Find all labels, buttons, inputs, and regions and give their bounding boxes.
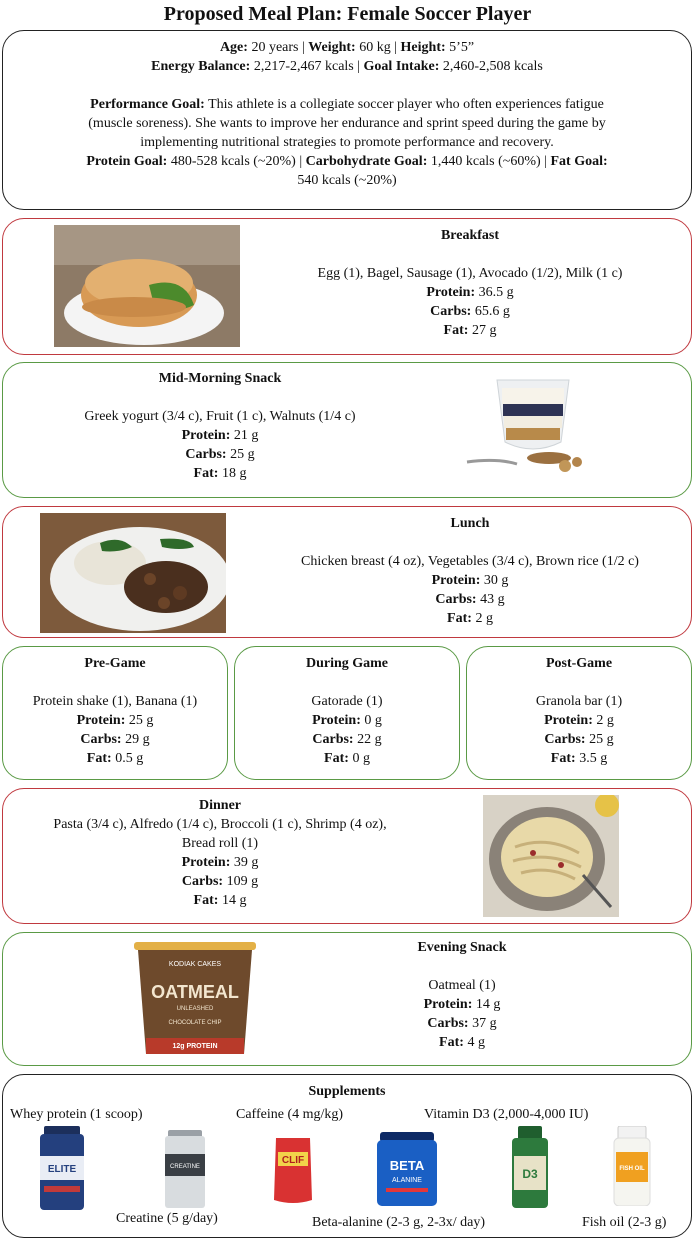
parfait-photo <box>457 372 607 478</box>
vitamin-d3-bottle <box>510 1126 550 1208</box>
fish-oil-label-text: FISH OIL <box>619 1166 645 1172</box>
oatmeal-sub-text: UNLEASHED <box>176 1006 214 1012</box>
whey-label: Whey protein (1 scoop) <box>10 1107 143 1122</box>
supplements-title: Supplements <box>308 1084 386 1099</box>
postgame-text: Post-Game Granola bar (1) Protein: 2 g Carbs: 25 g Fat: 3.5 g <box>535 656 623 766</box>
beta-alanine-label: Beta-alanine (2-3 g, 2-3x/ day) <box>312 1215 485 1230</box>
d3-label-text: D3 <box>522 1167 538 1181</box>
macro-goals: Protein Goal: 480-528 kcals (~20%) | Carbohydrate Goal: 1,440 kcals (~60%) | Fat Goal: <box>86 154 608 169</box>
oatmeal-word-text: OATMEAL <box>151 982 239 1002</box>
breakfast-photo <box>54 225 240 347</box>
elite-label-text: ELITE <box>47 1164 77 1175</box>
beta-label-text: BETA <box>389 1158 425 1173</box>
lunch-text: Lunch Chicken breast (4 oz), Vegetables (3/4 c), Brown rice (1/2 c) Protein: 30 g Carbs: 43 g Fat: 2 g <box>301 516 639 626</box>
lunch-photo <box>40 513 226 633</box>
clif-caffeine-gel <box>272 1134 314 1206</box>
vitamin-d3-label: Vitamin D3 (2,000-4,000 IU) <box>424 1107 589 1122</box>
creatine-label: Creatine (5 g/day) <box>116 1211 218 1226</box>
beta-alanine-tub <box>376 1132 438 1206</box>
page-title: Proposed Meal Plan: Female Soccer Player <box>163 3 532 25</box>
snack-text: Mid-Morning Snack Greek yogurt (3/4 c), Fruit (1 c), Walnuts (1/4 c) Protein: 21 g Carbs: 25 g Fat: 18 g <box>84 371 356 481</box>
profile-text: Age: 20 years | Weight: 60 kg | Height: 5’5” Energy Balance: 2,217-2,467 kcals | Goal Intake: 2,460-2,508 kcals Performance Goal: This athlete is a collegiate soccer player who often experiences fatigue (muscle soreness). She wants to improve her endurance and sprint speed during the game by implementing nutritional strategies to promote performance and recovery. Protein Goal: 480-528 kcals (~20%) | Carbohydrate Goal: 1,440 kcals (~60%) | Fat Goal: 540 kcals (~20%) <box>6 38 688 190</box>
evening-snack-panel <box>2 932 692 1066</box>
oatmeal-photo <box>132 940 258 1058</box>
clif-label-text: CLIF <box>281 1155 305 1166</box>
oatmeal-protein-text: 12g PROTEIN <box>172 1043 218 1050</box>
breakfast-text: Breakfast Egg (1), Bagel, Sausage (1), Avocado (1/2), Milk (1 c) Protein: 36.5 g Carbs: 65.6 g Fat: 27 g <box>317 228 623 338</box>
dinner-photo <box>483 795 619 917</box>
profile-energy-line: Energy Balance: 2,217-2,467 kcals | Goal Intake: 2,460-2,508 kcals <box>151 59 543 74</box>
oatmeal-flavor-text: CHOCOLATE CHIP <box>168 1020 222 1026</box>
whey-protein-tub <box>38 1126 86 1210</box>
during-game-text: During Game Gatorade (1) Protein: 0 g Carbs: 22 g Fat: 0 g <box>305 656 389 766</box>
performance-goal: Performance Goal: This athlete is a collegiate soccer player who often experiences fatigue <box>90 97 604 112</box>
fish-oil-bottle <box>612 1126 652 1206</box>
caffeine-label: Caffeine (4 mg/kg) <box>236 1107 344 1122</box>
pregame-text: Pre-Game Protein shake (1), Banana (1) Protein: 25 g Carbs: 29 g Fat: 0.5 g <box>32 656 198 766</box>
creatine-tub <box>164 1130 206 1208</box>
fish-oil-label: Fish oil (2-3 g) <box>582 1215 667 1230</box>
creatine-label-text: CREATINE <box>170 1164 200 1170</box>
profile-stats-line: Age: 20 years | Weight: 60 kg | Height: 5’5” <box>219 40 475 55</box>
dinner-text: Dinner Pasta (3/4 c), Alfredo (1/4 c), Broccoli (1 c), Shrimp (4 oz), Bread roll (1) Protein: 39 g Carbs: 109 g Fat: 14 g <box>53 798 387 908</box>
oatmeal-brand-text: KODIAK CAKES <box>168 961 222 968</box>
alanine-label-text: ALANINE <box>392 1177 422 1184</box>
evening-snack-text: Evening Snack Oatmeal (1) Protein: 14 g Carbs: 37 g Fat: 4 g <box>417 940 507 1050</box>
